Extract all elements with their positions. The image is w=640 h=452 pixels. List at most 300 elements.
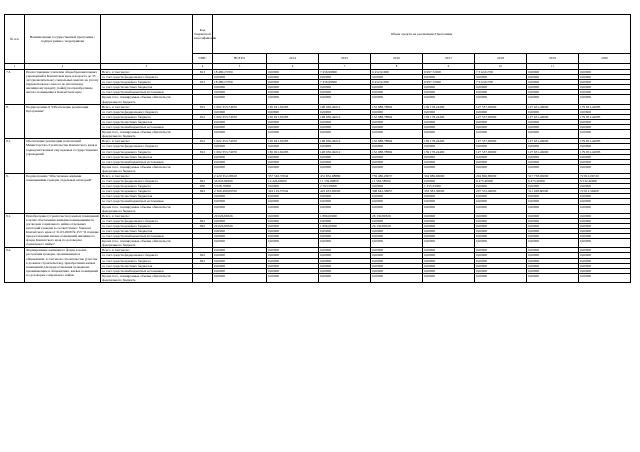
amount-cell: 0,00000 <box>319 263 371 268</box>
amount-cell: 0,00000 <box>213 144 267 149</box>
amount-cell: 0,00000 <box>579 184 631 189</box>
column-index-cell: 6 <box>267 64 319 70</box>
amount-cell: 0,00000 <box>371 154 423 159</box>
amount-cell: 0,00000 <box>475 218 527 223</box>
amount-cell: 0,00000 <box>475 90 527 95</box>
source-label: за счет средств федерального бюджета <box>101 218 193 223</box>
amount-cell: 0,00000 <box>527 213 579 218</box>
source-label: за счет средств краевого бюджета <box>101 149 193 154</box>
amount-cell: 0,00000 <box>527 95 579 104</box>
amount-cell: 0,00000 <box>527 258 579 263</box>
amount-cell: 1 896,00000 <box>319 223 371 228</box>
amount-cell: 0,00000 <box>371 90 423 95</box>
amount-cell: 0,00000 <box>267 213 319 218</box>
source-label: за счет средств федерального бюджета <box>101 75 193 80</box>
amount-cell: 0,00000 <box>579 229 631 234</box>
amount-cell: 0,00000 <box>319 273 371 282</box>
amount-cell: 152 988,78892 <box>371 149 423 154</box>
amount-cell: 0,00000 <box>527 144 579 149</box>
amount-cell: 0,00000 <box>213 154 267 159</box>
amount-cell: 1 002 353,74070 <box>213 139 267 144</box>
amount-cell: 0,00000 <box>527 125 579 130</box>
amount-cell: 0,00000 <box>319 218 371 223</box>
source-label: за счет средств федерального бюджета <box>101 144 193 149</box>
source-label: за счет средств внебюджетных источников <box>101 90 193 95</box>
amount-cell: 0,00000 <box>267 199 319 204</box>
amount-cell: 0,00000 <box>213 253 267 258</box>
amount-cell: 72 011,56460 <box>579 189 631 194</box>
amount-cell: 0,00000 <box>267 159 319 164</box>
amount-cell: 0,00000 <box>319 75 371 80</box>
amount-cell: 0,00000 <box>423 125 475 130</box>
amount-cell: 0,00000 <box>423 204 475 213</box>
amount-cell: 5 028,78900 <box>213 184 267 189</box>
amount-cell: 0,00000 <box>213 248 267 253</box>
amount-cell: 127 537,00000 <box>475 114 527 119</box>
grbs-code: 822 <box>193 253 213 258</box>
amount-cell: 0,00000 <box>371 159 423 164</box>
grbs-code: 812 <box>193 139 213 144</box>
amount-cell: 0,00000 <box>527 109 579 114</box>
grbs-code: 830 <box>193 184 213 189</box>
amount-cell: 0,00000 <box>267 194 319 199</box>
amount-cell: 0,00000 <box>371 229 423 234</box>
column-index-cell: 11 <box>527 64 579 70</box>
amount-cell: 0,00000 <box>267 85 319 90</box>
amount-cell: 0,00000 <box>371 253 423 258</box>
amount-cell: 0,00000 <box>213 75 267 80</box>
amount-cell: 0,00000 <box>527 268 579 273</box>
amount-cell: 0,00000 <box>475 263 527 268</box>
source-label: за счет средств внебюджетных источников <box>101 199 193 204</box>
header-name: Наименование государственной программы / подпрограммы / мероприятия <box>25 15 101 64</box>
amount-cell: 0,00000 <box>423 144 475 149</box>
source-label: за счет средств краевого бюджета <box>101 258 193 263</box>
amount-cell: 0,00000 <box>319 204 371 213</box>
amount-cell: 0,00000 <box>579 95 631 104</box>
amount-cell: 0,00000 <box>423 85 475 90</box>
amount-cell: 159 178,24400 <box>423 149 475 154</box>
amount-cell: 0,00000 <box>371 204 423 213</box>
row-name: Предоставление учителям общеобразовательных учреждений в Камчатском крае в возрасте до 35 лет (включительно) социальных выплат на уплату первоначального взноса по ипотечному жилищному кредиту (займу) на приобретение жилого помещения в Камчатском крае <box>25 70 101 105</box>
amount-cell: 2 763,58000 <box>319 184 371 189</box>
amount-cell: 398 842,56857 <box>371 189 423 194</box>
amount-cell: 152 988,78892 <box>371 104 423 109</box>
amount-cell: 0,00000 <box>267 95 319 104</box>
amount-cell: 1 255,33000 <box>423 184 475 189</box>
source-label: за счет средств местных бюджетов <box>101 194 193 199</box>
amount-cell: 159 178,24400 <box>423 139 475 144</box>
amount-cell: 0,00000 <box>579 234 631 239</box>
amount-cell: 0,00000 <box>319 144 371 149</box>
amount-cell: 759 486,26057 <box>371 173 423 178</box>
amount-cell: 127 537,00000 <box>475 149 527 154</box>
amount-cell: 159 178,24400 <box>423 114 475 119</box>
amount-cell: 1 896,00000 <box>319 213 371 218</box>
grbs-code: 812 <box>193 114 213 119</box>
amount-cell: 0,00000 <box>319 248 371 253</box>
amount-cell: 0,00000 <box>267 248 319 253</box>
amount-cell: 0,00000 <box>527 85 579 90</box>
amount-cell: 0,00000 <box>423 263 475 268</box>
amount-cell: 7 312,61700 <box>475 70 527 75</box>
amount-cell: 179 951,42083 <box>579 149 631 154</box>
amount-cell: 0,00000 <box>579 253 631 258</box>
amount-cell: 0,00000 <box>475 109 527 114</box>
amount-cell: 0,00000 <box>267 144 319 149</box>
grbs-code <box>193 95 213 104</box>
amount-cell: 0,00000 <box>475 159 527 164</box>
amount-cell: 0,00000 <box>213 85 267 90</box>
amount-cell: 0,00000 <box>213 194 267 199</box>
row-name: Подпрограмма 8 "Обеспечение реализации Программы" <box>25 104 101 139</box>
row-number: 9.1. <box>5 213 25 248</box>
amount-cell: 0,00000 <box>371 239 423 248</box>
source-label: Кроме того, планируемые объемы обязательств федерального бюджета <box>101 273 193 282</box>
amount-cell: 18 480,23700 <box>213 80 267 85</box>
amount-cell: 0,00000 <box>579 268 631 273</box>
grbs-code <box>193 273 213 282</box>
amount-cell: 56 643,80260 <box>213 179 267 184</box>
amount-cell: 0,00000 <box>213 199 267 204</box>
column-index-cell: 8 <box>371 64 423 70</box>
amount-cell: 0,00000 <box>579 70 631 75</box>
amount-cell: 0,00000 <box>319 90 371 95</box>
source-label: Всего, в том числе: <box>101 104 193 109</box>
amount-cell: 0,00000 <box>579 263 631 268</box>
column-index-cell: 9 <box>423 64 475 70</box>
grbs-code <box>193 204 213 213</box>
amount-cell: 0,00000 <box>423 258 475 263</box>
amount-cell: 0,00000 <box>475 164 527 173</box>
amount-cell: 0,00000 <box>423 179 475 184</box>
amount-cell: 0,00000 <box>267 273 319 282</box>
row-number: 9. <box>5 173 25 213</box>
amount-cell: 0,00000 <box>319 258 371 263</box>
amount-cell: 0,00000 <box>319 239 371 248</box>
grbs-code: 813 <box>193 80 213 85</box>
amount-cell: 0,00000 <box>267 154 319 159</box>
amount-cell: 0,00000 <box>579 154 631 159</box>
column-index-cell: 5 <box>213 64 267 70</box>
amount-cell: 0,00000 <box>267 253 319 258</box>
grbs-code: 813 <box>193 70 213 75</box>
amount-cell: 0,00000 <box>371 164 423 173</box>
source-label: за счет средств федерального бюджета <box>101 109 193 114</box>
amount-cell: 0,00000 <box>371 119 423 124</box>
amount-cell: 207 555,40000 <box>475 189 527 194</box>
amount-cell: 14 426,60000 <box>267 179 319 184</box>
amount-cell: 0,00000 <box>423 130 475 139</box>
amount-cell: 0,00000 <box>527 119 579 124</box>
amount-cell: 148 930,49212 <box>319 139 371 144</box>
amount-cell: 353 581,30000 <box>423 189 475 194</box>
amount-cell: 0,00000 <box>319 253 371 258</box>
amount-cell: 0,00000 <box>267 109 319 114</box>
amount-cell: 0,00000 <box>527 159 579 164</box>
amount-cell: 0,00000 <box>423 119 475 124</box>
amount-cell: 26 130,89326 <box>371 223 423 228</box>
amount-cell: 0,00000 <box>579 85 631 90</box>
amount-cell: 0,00000 <box>527 239 579 248</box>
amount-cell: 0,00000 <box>579 119 631 124</box>
amount-cell: 0,00000 <box>475 204 527 213</box>
amount-cell: 0,00000 <box>213 130 267 139</box>
amount-cell: 311 268,60000 <box>527 189 579 194</box>
column-index-cell: 10 <box>475 64 527 70</box>
column-index-cell: 3 <box>101 64 193 70</box>
amount-cell: 0,00000 <box>213 273 267 282</box>
amount-cell: 0,00000 <box>213 239 267 248</box>
header-year: 2017 <box>423 54 475 64</box>
header-total: ВСЕГО <box>213 54 267 64</box>
source-label: за счет средств краевого бюджета <box>101 184 193 189</box>
amount-cell: 0,00000 <box>579 159 631 164</box>
amount-cell: 0,00000 <box>527 218 579 223</box>
amount-cell: 0,00000 <box>423 234 475 239</box>
amount-cell: 0,00000 <box>579 248 631 253</box>
amount-cell: 2 369 499,69550 <box>213 189 267 194</box>
amount-cell: 0,00000 <box>579 239 631 248</box>
amount-cell: 127 631,46000 <box>527 139 579 144</box>
amount-cell: 0,00000 <box>475 273 527 282</box>
amount-cell: 0,00000 <box>267 164 319 173</box>
amount-cell: 0,00000 <box>319 164 371 173</box>
amount-cell: 0,00000 <box>371 75 423 80</box>
amount-cell: 0,00000 <box>371 130 423 139</box>
amount-cell: 6 475,40000 <box>527 179 579 184</box>
amount-cell: 179 951,42083 <box>579 139 631 144</box>
amount-cell: 0,00000 <box>527 234 579 239</box>
source-label: за счет средств федерального бюджета <box>101 179 193 184</box>
amount-cell: 7 456,99800 <box>319 70 371 75</box>
amount-cell: 148 930,49212 <box>319 149 371 154</box>
amount-cell: 0,00000 <box>319 229 371 234</box>
header-year: 2014 <box>267 54 319 64</box>
row-number: 9.2. <box>5 248 25 283</box>
amount-cell: 0,00000 <box>527 248 579 253</box>
amount-cell: 0,00000 <box>579 204 631 213</box>
amount-cell: 127 631,46000 <box>527 149 579 154</box>
amount-cell: 0,00000 <box>423 218 475 223</box>
amount-cell: 0,00000 <box>371 263 423 268</box>
amount-cell: 0,00000 <box>423 75 475 80</box>
amount-cell: 0,00000 <box>267 119 319 124</box>
amount-cell: 179 951,42083 <box>579 114 631 119</box>
amount-cell: 0,00000 <box>267 239 319 248</box>
amount-cell: 0,00000 <box>267 258 319 263</box>
amount-cell: 0,00000 <box>475 199 527 204</box>
column-index-cell: 7 <box>319 64 371 70</box>
amount-cell: 0,00000 <box>267 268 319 273</box>
grbs-code: 822 <box>193 223 213 228</box>
amount-cell: 0,00000 <box>475 258 527 263</box>
amount-cell: 0,00000 <box>475 248 527 253</box>
source-label: за счет средств внебюджетных источников <box>101 268 193 273</box>
amount-cell: 0,00000 <box>423 164 475 173</box>
source-label: Всего, в том числе: <box>101 139 193 144</box>
source-label: Кроме того, планируемые объемы обязательств федерального бюджета <box>101 239 193 248</box>
amount-cell: 0,00000 <box>371 109 423 114</box>
amount-cell: 2 420 352,28610 <box>213 173 267 178</box>
amount-cell: 0,00000 <box>475 268 527 273</box>
source-label: за счет средств краевого бюджета <box>101 80 193 85</box>
source-label: за счет средств местных бюджетов <box>101 263 193 268</box>
amount-cell: 0,00000 <box>527 130 579 139</box>
amount-cell: 0,00000 <box>579 125 631 130</box>
row-number: 8. <box>5 104 25 139</box>
amount-cell: 0,00000 <box>579 80 631 85</box>
amount-cell: 0,00000 <box>423 229 475 234</box>
amount-cell: 343 119,37042 <box>267 189 319 194</box>
amount-cell: 165 921,02283 <box>267 114 319 119</box>
source-label: за счет средств местных бюджетов <box>101 154 193 159</box>
amount-cell: 0,00000 <box>475 85 527 90</box>
amount-cell: 0,00000 <box>319 199 371 204</box>
amount-cell: 0,00000 <box>423 248 475 253</box>
amount-cell: 0,00000 <box>579 144 631 149</box>
amount-cell: 1 002 353,74070 <box>213 149 267 154</box>
amount-cell: 0,00000 <box>579 258 631 263</box>
amount-cell: 0,00000 <box>319 194 371 199</box>
amount-cell: 0,00000 <box>371 125 423 130</box>
amount-cell: 0,00000 <box>267 70 319 75</box>
amount-cell: 0,00000 <box>319 125 371 130</box>
amount-cell: 0,00000 <box>371 248 423 253</box>
amount-cell: 6 475,40000 <box>475 179 527 184</box>
row-number: 7.3. <box>5 70 25 105</box>
amount-cell: 0,00000 <box>267 130 319 139</box>
source-label: Всего, в том числе: <box>101 248 193 253</box>
amount-cell: 0,00000 <box>527 204 579 213</box>
amount-cell: 0,00000 <box>213 204 267 213</box>
amount-cell: 0,00000 <box>423 223 475 228</box>
amount-cell: 0,00000 <box>527 90 579 95</box>
amount-cell: 0,00000 <box>319 159 371 164</box>
source-label: Всего, в том числе: <box>101 213 193 218</box>
source-label: за счет средств местных бюджетов <box>101 85 193 90</box>
source-label: за счет средств краевого бюджета <box>101 189 193 194</box>
amount-cell: 0,00000 <box>475 75 527 80</box>
amount-cell: 0,00000 <box>319 234 371 239</box>
column-index-cell: 1 <box>5 64 25 70</box>
source-label: за счет средств внебюджетных источников <box>101 159 193 164</box>
amount-cell: 0,00000 <box>371 144 423 149</box>
amount-cell: 0,00000 <box>527 229 579 234</box>
amount-cell: 0,00000 <box>319 95 371 104</box>
amount-cell: 165 921,02283 <box>267 104 319 109</box>
amount-cell: 7 456,99800 <box>319 80 371 85</box>
amount-cell: 0,00000 <box>527 253 579 258</box>
amount-cell: 0,00000 <box>267 125 319 130</box>
amount-cell: 0,00000 <box>475 154 527 159</box>
grbs-code: 822 <box>193 189 213 194</box>
amount-cell: 0,00000 <box>527 80 579 85</box>
amount-cell: 165 921,02283 <box>267 149 319 154</box>
amount-cell: 0,00000 <box>527 273 579 282</box>
grbs-code <box>193 130 213 139</box>
amount-cell: 0,00000 <box>475 184 527 189</box>
amount-cell: 423 933,00000 <box>319 189 371 194</box>
amount-cell: 0,00000 <box>267 90 319 95</box>
amount-cell: 6 452,91000 <box>371 80 423 85</box>
amount-cell: 0,00000 <box>213 109 267 114</box>
amount-cell: 0,00000 <box>475 130 527 139</box>
header-year: 2015 <box>319 54 371 64</box>
source-label: за счет средств краевого бюджета <box>101 223 193 228</box>
header-kbk: Код бюджетной классификации <box>193 15 213 54</box>
amount-cell: 0,00000 <box>579 273 631 282</box>
amount-cell: 127 537,00000 <box>475 104 527 109</box>
amount-cell: 0,00000 <box>475 213 527 218</box>
amount-cell: 18 480,23700 <box>213 70 267 75</box>
source-label: Кроме того, планируемые объемы обязательств федерального бюджета <box>101 164 193 173</box>
amount-cell: 0,00000 <box>267 75 319 80</box>
amount-cell: 0,00000 <box>319 130 371 139</box>
amount-cell: 0,00000 <box>213 218 267 223</box>
header-year: 2016 <box>371 54 423 64</box>
amount-cell: 72 812,06720 <box>579 173 631 178</box>
amount-cell: 0,00000 <box>213 164 267 173</box>
amount-cell: 0,00000 <box>579 218 631 223</box>
row-name: Подпрограмма "Обеспечение жилыми помещениями граждан отдельных категорий" <box>25 173 101 213</box>
amount-cell: 0,00000 <box>267 80 319 85</box>
amount-cell: 0,00000 <box>371 218 423 223</box>
source-label: за счет средств краевого бюджета <box>101 114 193 119</box>
amount-cell: 0,00000 <box>267 263 319 268</box>
amount-cell: 0,00000 <box>213 95 267 104</box>
amount-cell: 127 631,46000 <box>527 114 579 119</box>
amount-cell: 0,00000 <box>371 199 423 204</box>
amount-cell: 317 758,00000 <box>527 173 579 178</box>
amount-cell: 1 002 353,74070 <box>213 114 267 119</box>
amount-cell: 0,00000 <box>475 194 527 199</box>
amount-cell: 0,00000 <box>579 194 631 199</box>
amount-cell: 0,00000 <box>423 154 475 159</box>
column-index-cell: 4 <box>193 64 213 70</box>
amount-cell: 0,00000 <box>475 95 527 104</box>
amount-cell: 179 951,42083 <box>579 104 631 109</box>
amount-cell: 0,00000 <box>423 239 475 248</box>
amount-cell: 0,00000 <box>371 234 423 239</box>
amount-cell: 26 130,89326 <box>371 213 423 218</box>
row-name: Приобретение (строительство) жилых помещений в целях обеспечения жилыми помещениями по договорам социального найма отдельных категорий граждан в соответствии с Законом Камчатского края от 31.03.2009 № 253 "О порядке предоставления жилых помещений жилищного фонда Камчатского края по договорам социального найма" <box>26 213 99 247</box>
row-name: Формирование жилищного фонда в целях расселения граждан, проживающих в общежитиях, в том числе строительства (участие в долевом строительстве), приобретения жилых помещений для предоставления гражданам, проживающим в общежитиях, жилых помещений по договорам социального найма <box>25 248 101 283</box>
amount-cell: 0,00000 <box>579 109 631 114</box>
amount-cell: 148 930,49212 <box>319 114 371 119</box>
amount-cell: 0,00000 <box>319 268 371 273</box>
amount-cell: 0,00000 <box>213 258 267 263</box>
amount-cell: 0,00000 <box>527 223 579 228</box>
amount-cell: 0,00000 <box>475 229 527 234</box>
amount-cell: 127 631,46000 <box>527 104 579 109</box>
amount-cell: 0,00000 <box>423 95 475 104</box>
source-label: за счет средств федерального бюджета <box>101 253 193 258</box>
amount-cell: 0,00000 <box>371 194 423 199</box>
amount-cell: 0,00000 <box>423 199 475 204</box>
column-index-cell: 2 <box>25 64 101 70</box>
amount-cell: 0,00000 <box>213 90 267 95</box>
amount-cell: 0,00000 <box>475 125 527 130</box>
amount-cell: 0,00000 <box>527 164 579 173</box>
amount-cell: 0,00000 <box>371 184 423 189</box>
amount-cell: 0,00000 <box>527 184 579 189</box>
source-label: Кроме того, планируемые объемы обязательств федерального бюджета <box>101 130 193 139</box>
source-label: Всего, в том числе: <box>101 70 193 75</box>
amount-cell: 0,00000 <box>371 258 423 263</box>
amount-cell: 0,00000 <box>423 253 475 258</box>
amount-cell: 0,00000 <box>527 70 579 75</box>
